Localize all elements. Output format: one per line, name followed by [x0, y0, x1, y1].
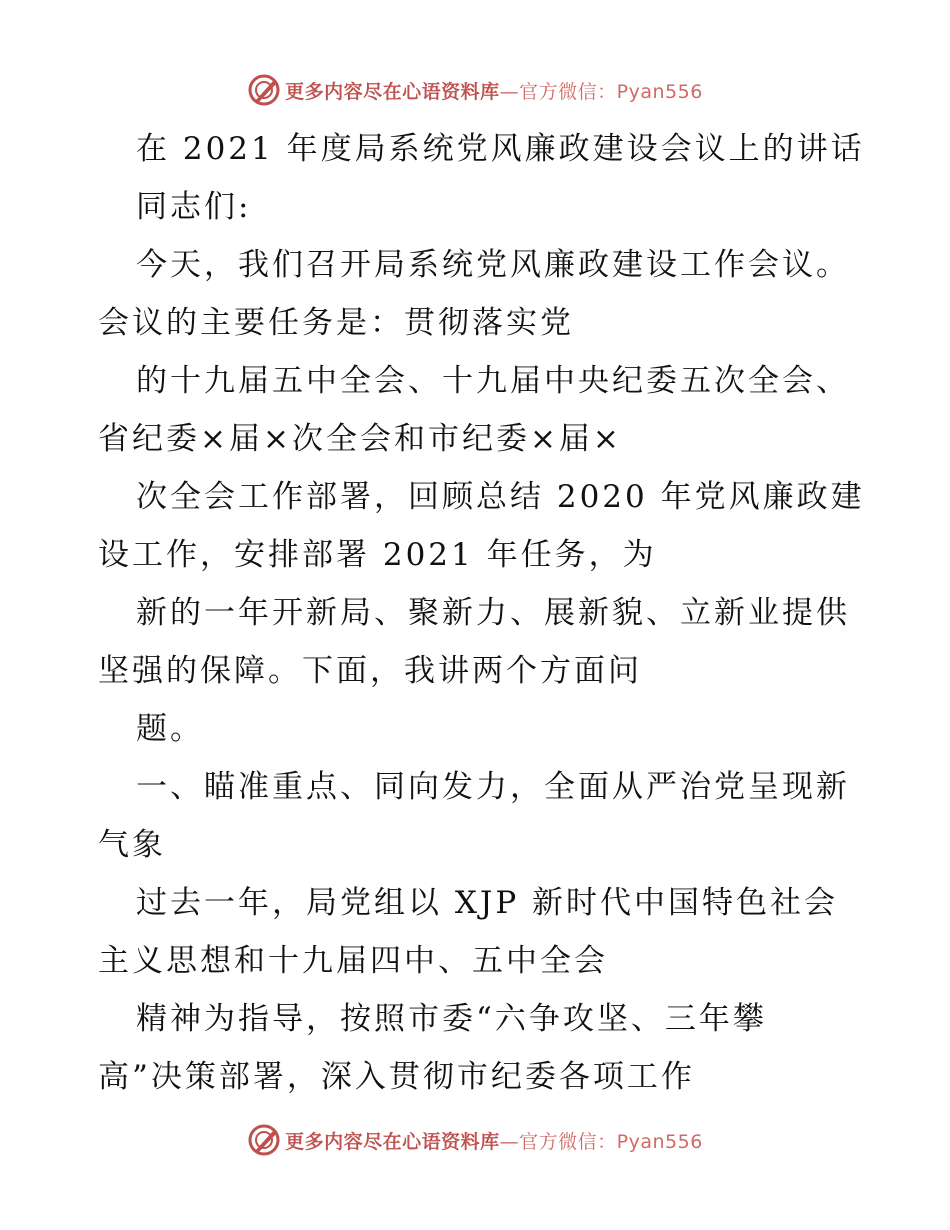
watermark-main-text: 更多内容尽在心语资料库 — [285, 80, 500, 103]
pen-logo-icon — [247, 1123, 281, 1157]
text-line: 题。 — [136, 711, 204, 747]
header-watermark — [0, 70, 950, 110]
watermark-sub-text: —官方微信：Pyan556 — [499, 80, 703, 103]
text-line: 次全会工作部署，回顾总结 2020 年党风廉政建 — [136, 479, 865, 515]
watermark-sub-text: —官方微信：Pyan556 — [499, 1130, 703, 1153]
text-line: 省纪委×届×次全会和市纪委×届× — [98, 421, 622, 457]
text-line: 今天，我们召开局系统党风廉政建设工作会议。 — [136, 247, 850, 283]
text-line: 的十九届五中全会、十九届中央纪委五次全会、 — [136, 363, 850, 399]
pen-logo-icon — [247, 73, 281, 107]
text-line: 在 2021 年度局系统党风廉政建设会议上的讲话 — [136, 131, 865, 167]
text-line: 新的一年开新局、聚新力、展新貌、立新业提供 — [136, 595, 850, 631]
text-line: 气象 — [98, 827, 166, 863]
text-line: 过去一年，局党组以 XJP 新时代中国特色社会 — [136, 885, 839, 921]
watermark-main-text: 更多内容尽在心语资料库 — [285, 1130, 500, 1153]
text-line: 坚强的保障。下面，我讲两个方面问 — [98, 653, 642, 689]
text-line: 会议的主要任务是：贯彻落实党 — [98, 305, 574, 341]
text-line: 同志们: — [136, 189, 252, 225]
text-line: 主义思想和十九届四中、五中全会 — [98, 943, 608, 979]
text-line: 高”决策部署，深入贯彻市纪委各项工作 — [98, 1059, 695, 1095]
text-line: 一、瞄准重点、同向发力，全面从严治党呈现新 — [136, 769, 850, 805]
text-line: 设工作，安排部署 2021 年任务，为 — [98, 537, 657, 573]
footer-watermark — [0, 1120, 950, 1160]
text-line: 精神为指导，按照市委“六争攻坚、三年攀 — [136, 1001, 767, 1037]
document-body — [98, 120, 865, 1106]
